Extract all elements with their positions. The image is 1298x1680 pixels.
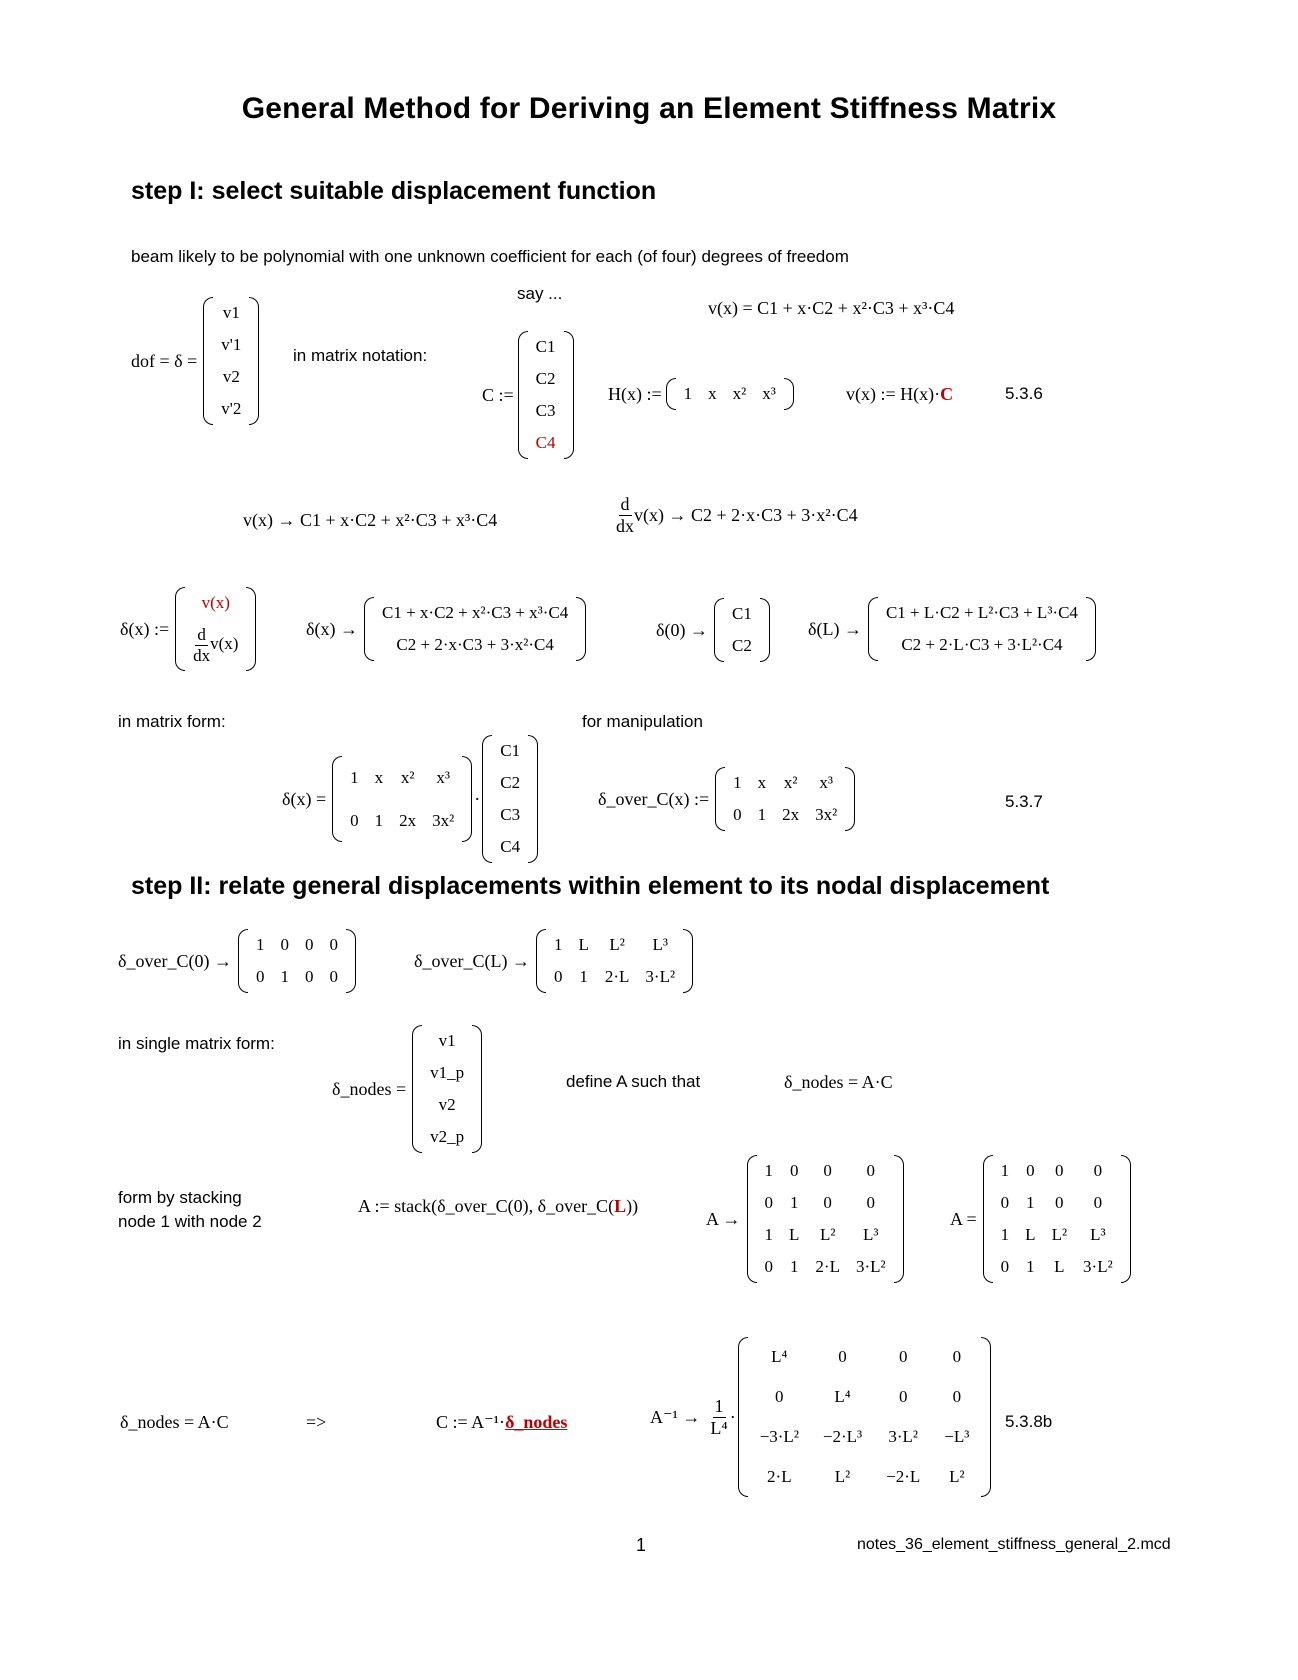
- matrix-cell: 0: [898, 1347, 908, 1366]
- delta-x-row: C1 + x·C2 + x²·C3 + x³·C4: [381, 603, 569, 622]
- dof-expression: [131, 288, 259, 434]
- matrix-cell: 1: [1000, 1225, 1010, 1244]
- matrix-cell: 0: [553, 967, 563, 986]
- doc0-label: δ_over_C(0) →: [118, 950, 232, 971]
- delta-over-matrix: [715, 767, 855, 831]
- matrix-cell: 3·L²: [645, 967, 676, 986]
- dof-item: v2: [222, 367, 240, 386]
- eq-number-537: 5.3.7: [1005, 792, 1043, 811]
- Ainv-scale-fraction: [710, 1396, 727, 1438]
- H-item: x³: [762, 384, 776, 403]
- matrix-cell: L: [1054, 1257, 1065, 1276]
- matrix-cell: 0: [1093, 1193, 1103, 1212]
- delta-L-row: C2 + 2·L·C3 + 3·L²·C4: [901, 635, 1063, 654]
- dnodes-item: v2_p: [430, 1127, 465, 1146]
- matrix-cell: 0: [1026, 1161, 1035, 1180]
- vx-def-text: v(x) := H(x)·: [846, 384, 941, 404]
- matrix-cell: x³: [436, 767, 450, 787]
- matrix-cell: 0: [1000, 1257, 1010, 1276]
- delta-def-vx: v(x): [201, 592, 230, 612]
- dx-denominator: dx: [193, 645, 211, 665]
- C-item: C1: [535, 337, 556, 356]
- delta-x-label: δ(x) →: [306, 618, 358, 639]
- C-item: C3: [535, 401, 556, 420]
- matrix-cell: 0: [255, 967, 265, 986]
- matrix-cell: 1: [350, 767, 359, 787]
- matrix-cell: 2·L: [604, 967, 630, 986]
- C-item: C4: [500, 837, 521, 856]
- page-title: General Method for Deriving an Element Stiffness Matrix: [241, 92, 1057, 125]
- A-def-post: )): [626, 1196, 639, 1216]
- matrix-cell: 1: [1000, 1161, 1010, 1180]
- step2-heading: step II: relate general displacements within element to its nodal displacement: [131, 872, 1050, 900]
- matrix-cell: 0: [764, 1257, 774, 1276]
- implies-arrow: =>: [306, 1412, 327, 1432]
- single-matrix-note: in single matrix form:: [118, 1034, 275, 1053]
- Ainv-denominator: L⁴: [710, 1417, 728, 1438]
- matrix-cell: 1: [1026, 1257, 1035, 1276]
- H-item: x²: [732, 384, 747, 403]
- matrix-cell: 1: [255, 935, 265, 954]
- dof-item: v'2: [221, 399, 242, 418]
- C-item: C4: [535, 433, 556, 452]
- delta-x-result: [306, 584, 586, 674]
- matrix-cell: 0: [866, 1193, 876, 1212]
- Ainv-matrix: [738, 1337, 992, 1497]
- Ainv-numerator: 1: [714, 1395, 724, 1416]
- matrix-cell: 1: [553, 935, 563, 954]
- delta-def-vector: [175, 587, 256, 671]
- matrix-cell: 1: [757, 805, 767, 824]
- matrix-cell: 0: [733, 805, 742, 824]
- C-solve-dnodes: δ_nodes: [505, 1412, 568, 1432]
- define-A-note: define A such that: [566, 1072, 701, 1091]
- A-arrow-label: A →: [706, 1208, 741, 1229]
- matrix-cell: 0: [1055, 1161, 1064, 1180]
- matrix-cell: 2·L: [767, 1467, 792, 1486]
- A-equals-result: [950, 1144, 1131, 1294]
- delta-x-vector: [364, 597, 586, 661]
- step1-heading: step I: select suitable displacement function: [131, 177, 657, 205]
- matrix-cell: L⁴: [771, 1347, 788, 1366]
- delta-0-label: δ(0) →: [656, 619, 708, 640]
- matrix-cell: 1: [280, 967, 289, 986]
- delta-def-dvx: [185, 619, 246, 671]
- delta-mat-label: δ(x) =: [282, 788, 327, 809]
- d-dx-fraction: [616, 494, 634, 536]
- matrix-cell: x³: [819, 773, 833, 792]
- delta-x-row: C2 + 2·x·C3 + 3·x²·C4: [396, 635, 554, 654]
- matrix-cell: 0: [1093, 1161, 1103, 1180]
- matrix-cell: 0: [775, 1387, 784, 1406]
- matrix-cell: 0: [823, 1193, 832, 1212]
- A-arrow-result: [706, 1144, 904, 1294]
- step1-intro: beam likely to be polynomial with one unknown coefficient for each (of four) degrees of freedom: [131, 247, 849, 266]
- delta-0-vector: [714, 598, 770, 662]
- matrix-cell: 3x²: [432, 810, 455, 830]
- H-row-vector: [666, 378, 794, 410]
- in-matrix-form-note: in matrix form:: [118, 712, 226, 731]
- matrix-cell: 1: [764, 1161, 774, 1180]
- multiply-dot: ·: [474, 788, 481, 809]
- matrix-cell: 1: [1026, 1193, 1035, 1212]
- eq-number-536: 5.3.6: [1005, 384, 1043, 403]
- H-label: H(x) :=: [608, 383, 662, 404]
- H-item: 1: [683, 384, 693, 403]
- vx-equation: v(x) = C1 + x·C2 + x²·C3 + x³·C4: [708, 298, 955, 318]
- C-definition: [482, 320, 574, 470]
- delta-matrix-form: [282, 724, 538, 874]
- A-def-L: L: [614, 1196, 627, 1216]
- matrix-cell: 1: [733, 773, 742, 792]
- eq-number-538b: 5.3.8b: [1005, 1412, 1053, 1431]
- matrix-cell: L²: [819, 1225, 836, 1244]
- dvx-text: v(x) → C2 + 2·x·C3 + 3·x²·C4: [634, 504, 858, 525]
- say-note: say ...: [517, 284, 563, 303]
- matrix-cell: 0: [898, 1387, 908, 1406]
- matrix-cell: 2x: [399, 810, 417, 830]
- delta-C-vector: [482, 735, 538, 863]
- matrix-cell: L: [789, 1225, 800, 1244]
- matrix-cell: 2x: [782, 805, 800, 824]
- dnodes-item: v1: [438, 1031, 456, 1050]
- vx-def-C: C: [940, 384, 954, 404]
- delta-0-row: C1: [731, 604, 752, 623]
- C-item: C1: [500, 741, 521, 760]
- page-number: 1: [636, 1535, 647, 1555]
- C-item: C2: [500, 773, 521, 792]
- delta-coef-matrix: [332, 756, 472, 842]
- delta-over-label: δ_over_C(x) :=: [598, 788, 710, 809]
- H-item: x: [708, 384, 717, 403]
- matrix-cell: 0: [329, 935, 338, 954]
- matrix-cell: 0: [952, 1387, 962, 1406]
- dof-item: v1: [222, 303, 240, 322]
- C-vector: [518, 331, 574, 459]
- matrix-cell: 1: [764, 1225, 774, 1244]
- matrix-cell: 0: [764, 1193, 774, 1212]
- matrix-cell: 0: [1055, 1193, 1064, 1212]
- delta-def-label: δ(x) :=: [120, 618, 170, 639]
- matrix-cell: L: [578, 935, 589, 954]
- A-eq-label: A =: [950, 1208, 977, 1229]
- dnodes-equation-2: δ_nodes = A·C: [120, 1412, 229, 1432]
- matrix-cell: L²: [1051, 1225, 1068, 1244]
- matrix-cell: 3·L²: [888, 1427, 919, 1446]
- C-label: C :=: [482, 384, 514, 405]
- for-manipulation-note: for manipulation: [582, 712, 703, 731]
- matrix-cell: 3·L²: [1083, 1257, 1113, 1276]
- matrix-cell: 0: [304, 967, 314, 986]
- matrix-cell: 0: [866, 1161, 876, 1180]
- dof-label: dof = δ =: [131, 350, 198, 371]
- matrix-cell: 1: [579, 967, 588, 986]
- matrix-cell: 0: [280, 935, 289, 954]
- dof-item: v'1: [221, 335, 242, 354]
- delta-L-vector: [868, 597, 1096, 661]
- matrix-notation-note: in matrix notation:: [293, 346, 428, 365]
- dnodes-item: v1_p: [430, 1063, 465, 1082]
- matrix-cell: −2·L³: [822, 1427, 863, 1446]
- matrix-cell: L²: [949, 1467, 965, 1486]
- delta-0-row: C2: [731, 636, 752, 655]
- dnodes-vector: [412, 1025, 482, 1153]
- matrix-cell: L³: [863, 1225, 879, 1244]
- matrix-cell: 3x²: [815, 805, 838, 824]
- Ainv-label: A⁻¹ →: [650, 1406, 701, 1427]
- matrix-cell: L: [1025, 1225, 1036, 1244]
- matrix-cell: 0: [350, 810, 359, 830]
- matrix-cell: −L³: [944, 1427, 970, 1446]
- dnodes-label: δ_nodes =: [332, 1078, 407, 1099]
- docL-matrix: [536, 929, 693, 993]
- C-item: C3: [500, 805, 521, 824]
- dnodes-item: v2: [438, 1095, 456, 1114]
- delta-over-C0-result: [118, 928, 356, 994]
- dx-denominator: dx: [616, 515, 634, 536]
- matrix-cell: −2·L: [886, 1467, 921, 1486]
- matrix-cell: L³: [652, 935, 668, 954]
- matrix-cell: 3·L²: [855, 1257, 886, 1276]
- C-solve-pre: C := A⁻¹·: [436, 1412, 506, 1432]
- doc0-matrix: [238, 929, 356, 993]
- delta-definition: [120, 584, 256, 674]
- matrix-cell: L²: [609, 935, 625, 954]
- stacking-note-1: form by stacking: [118, 1188, 242, 1207]
- stacking-note-2: node 1 with node 2: [118, 1212, 262, 1231]
- matrix-cell: 0: [952, 1347, 962, 1366]
- matrix-cell: L³: [1090, 1225, 1106, 1244]
- matrix-cell: 2·L: [815, 1257, 840, 1276]
- matrix-cell: 0: [838, 1347, 847, 1366]
- matrix-cell: x: [374, 767, 384, 787]
- matrix-cell: 1: [789, 1257, 799, 1276]
- delta-L-result: [808, 584, 1096, 674]
- vx-definition: [846, 384, 953, 405]
- A-def-pre: A := stack(δ_over_C(0), δ_over_C(: [358, 1196, 615, 1216]
- delta-def-vx2: v(x): [210, 633, 239, 653]
- matrix-cell: 1: [789, 1193, 799, 1212]
- matrix-cell: 0: [329, 967, 338, 986]
- A-definition: [358, 1196, 638, 1217]
- delta-L-label: δ(L) →: [808, 618, 862, 639]
- matrix-cell: 0: [1000, 1193, 1010, 1212]
- matrix-cell: 1: [374, 810, 384, 830]
- matrix-cell: x²: [400, 767, 415, 787]
- dvx-arrow-result: [616, 494, 858, 536]
- A-arrow-matrix: [747, 1155, 904, 1283]
- matrix-cell: x: [757, 773, 767, 792]
- matrix-cell: L²: [834, 1467, 851, 1486]
- matrix-cell: 0: [823, 1161, 832, 1180]
- delta-0-result: [656, 594, 770, 666]
- d-numerator: d: [197, 624, 206, 644]
- H-definition: [608, 374, 794, 414]
- multiply-dot: ·: [729, 1406, 736, 1427]
- matrix-cell: 0: [789, 1161, 799, 1180]
- dof-vector: [203, 297, 259, 425]
- d-numerator: d: [620, 494, 630, 514]
- docL-label: δ_over_C(L) →: [414, 950, 530, 971]
- vx-arrow-result: v(x) → C1 + x·C2 + x²·C3 + x³·C4: [243, 510, 498, 530]
- A-inverse-result: [650, 1322, 991, 1512]
- delta-nodes-definition: [332, 1016, 482, 1162]
- matrix-cell: 0: [304, 935, 314, 954]
- dnodes-equation: δ_nodes = A·C: [784, 1072, 893, 1092]
- matrix-cell: x²: [783, 773, 798, 792]
- C-solve: [436, 1412, 567, 1433]
- A-eq-matrix: [983, 1155, 1131, 1283]
- delta-over-CL-result: [414, 918, 693, 1004]
- matrix-cell: −3·L²: [759, 1427, 799, 1446]
- C-item: C2: [535, 369, 556, 388]
- delta-L-row: C1 + L·C2 + L²·C3 + L³·C4: [885, 603, 1078, 622]
- delta-over-C-definition: [598, 756, 855, 842]
- matrix-cell: L⁴: [834, 1387, 851, 1406]
- file-name: notes_36_element_stiffness_general_2.mcd: [857, 1536, 1171, 1553]
